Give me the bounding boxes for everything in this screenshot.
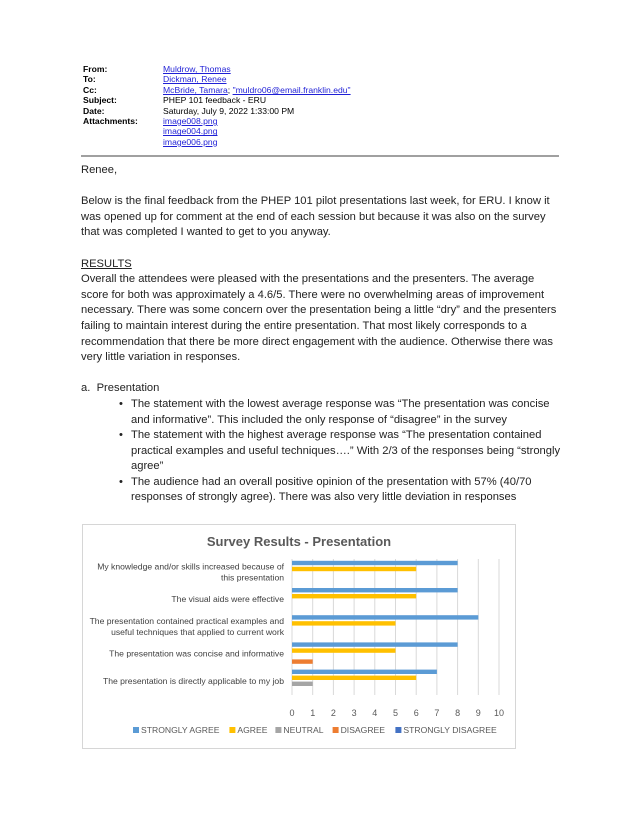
x-tick-label: 1 (310, 708, 316, 718)
legend-swatch (275, 727, 281, 733)
bar (292, 594, 416, 598)
legend-swatch (333, 727, 339, 733)
legend-swatch (395, 727, 401, 733)
category-label: useful techniques that applied to current work (111, 626, 284, 637)
header-divider (81, 155, 559, 157)
to-link[interactable]: Dickman, Renee (163, 74, 227, 85)
email-header (83, 64, 351, 147)
x-tick-label: 8 (455, 708, 461, 718)
bar (292, 648, 396, 652)
bar (292, 561, 458, 565)
bar (292, 682, 313, 686)
bullet-item (119, 428, 561, 475)
section-heading (81, 381, 561, 397)
legend-label: NEUTRAL (283, 725, 324, 735)
greeting: Renee, (81, 164, 118, 176)
subject-row (83, 95, 351, 105)
bar (292, 676, 416, 680)
bullet-text: The audience had an overall positive opinion of the presentation with 57% (40/70 responses of strongly agree). There was also very little deviation in responses (131, 475, 532, 504)
subject-label: Subject: (83, 95, 117, 106)
bullet-icon: • (119, 397, 123, 410)
bar (292, 588, 458, 592)
subject-value: PHEP 101 feedback - ERU (163, 95, 267, 106)
x-tick-label: 5 (392, 708, 399, 718)
cc-row (83, 85, 351, 95)
bullet-item (119, 397, 561, 428)
email-body (81, 163, 561, 506)
results-paragraph: Overall the attendees were pleased with the presentations and the presenters. The average score for both was approximately a 4.6/5. There were no overwhelming areas of improvement necessary. There was some concern over the presentation being a little “dry” and the presenters failing to maintain interest during the entire presentation. That most likely corresponds to a recommendation that there be more direct engagement with the audience. Otherwise there was very little variation in responses. (81, 273, 557, 364)
attachment-link-3[interactable]: image006.png (163, 136, 218, 147)
attachments-label: Attachments: (83, 116, 138, 127)
category-label: The presentation contained practical examples and (89, 615, 284, 626)
legend-swatch (133, 727, 139, 733)
x-tick-label: 9 (475, 708, 481, 718)
cc-label: Cc: (83, 84, 97, 95)
legend-label: AGREE (237, 725, 268, 735)
intro-paragraph: Below is the final feedback from the PHEP 101 pilot presentations last week, for ERU. I know it was opened up for comment at the end of each session but because it was also on the survey that was completed I wanted to get to you anyway. (81, 195, 550, 239)
x-tick-label: 3 (351, 708, 357, 718)
bar (292, 567, 416, 571)
category-label: The presentation is directly applicable to my job (102, 675, 284, 686)
x-tick-label: 2 (330, 708, 336, 718)
from-link[interactable]: Muldrow, Thomas (163, 64, 231, 74)
to-label: To: (83, 74, 96, 85)
legend-swatch (229, 727, 235, 733)
date-value: Saturday, July 9, 2022 1:33:00 PM (163, 105, 295, 116)
date-label: Date: (83, 105, 105, 116)
date-row (83, 106, 351, 116)
cc-separator: ; (227, 84, 231, 95)
bullet-icon: • (119, 429, 123, 442)
bullet-icon: • (119, 475, 123, 488)
attachment-link-2[interactable]: image004.png (163, 126, 218, 137)
x-tick-label: 10 (493, 708, 505, 718)
x-tick-label: 6 (413, 708, 419, 718)
attachment-link-1[interactable]: image008.png (163, 116, 218, 127)
bar (292, 621, 396, 625)
chart-title: Survey Results - Presentation (206, 534, 392, 549)
bullet-text: The statement with the lowest average response was “The presentation was concise and informative”. This included the only response of “disagree” in the survey (131, 397, 550, 426)
bar (292, 670, 437, 674)
chart-svg (83, 525, 515, 748)
from-row (83, 64, 351, 74)
bullet-item (119, 475, 561, 506)
cc-link-1[interactable]: McBride, Tamara (163, 84, 228, 95)
legend-label: DISAGREE (340, 725, 386, 735)
from-label: From: (83, 64, 108, 74)
legend-label: STRONGLY DISAGREE (403, 725, 497, 735)
x-tick-label: 4 (372, 708, 378, 718)
x-tick-label: 7 (434, 708, 440, 718)
bar (292, 659, 313, 663)
results-heading: RESULTS (81, 257, 132, 270)
category-label: The visual aids were effective (171, 594, 284, 605)
section-marker: a. (81, 382, 91, 395)
attachments-row (83, 116, 351, 147)
category-label: this presentation (220, 572, 284, 583)
bar (292, 642, 458, 646)
cc-link-2[interactable]: "muldro06@email.franklin.edu" (232, 84, 351, 95)
category-label: My knowledge and/or skills increased because of (97, 561, 284, 572)
section-title: Presentation (96, 382, 160, 395)
survey-chart (82, 524, 516, 749)
bar (292, 615, 478, 619)
legend-label: STRONGLY AGREE (141, 725, 220, 735)
category-label: The presentation was concise and informative (109, 648, 284, 659)
x-tick-label: 0 (289, 708, 295, 718)
to-row (83, 74, 351, 84)
bullet-text: The statement with the highest average response was “The presentation contained practical examples and useful techniques….” With 2/3 of the responses being “strongly agree” (131, 429, 561, 473)
